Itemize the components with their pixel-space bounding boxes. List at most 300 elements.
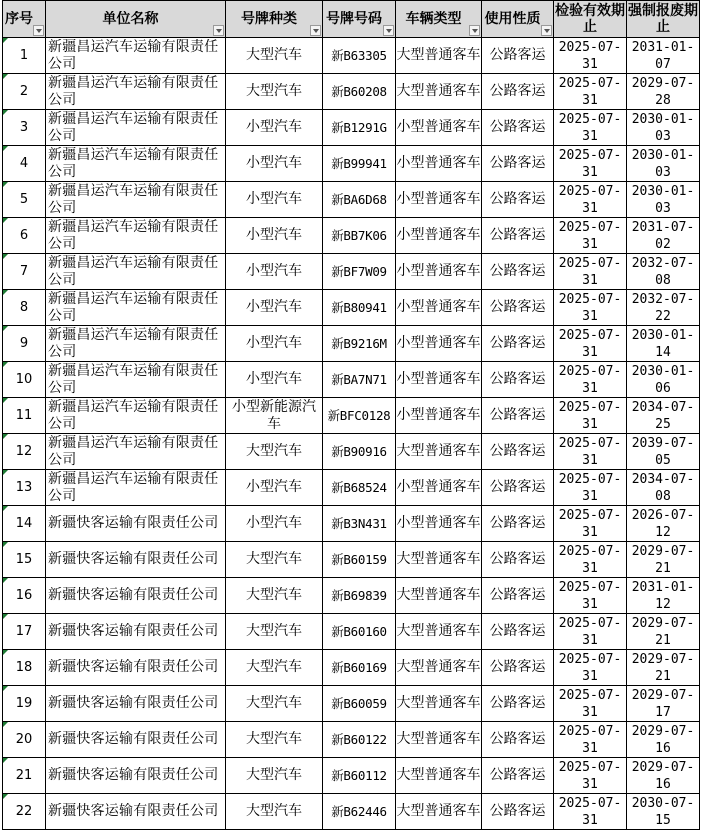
plate-type-cell[interactable] [226,254,323,290]
seq-cell[interactable] [3,290,46,326]
inspection-expiry-cell[interactable] [554,614,627,650]
plate-number-cell[interactable] [323,146,396,182]
seq-cell[interactable] [3,362,46,398]
unit-name-cell[interactable] [46,722,226,758]
vehicle-type-cell[interactable] [396,182,482,218]
plate-type-cell[interactable] [226,182,323,218]
seq-cell[interactable] [3,38,46,74]
cell-text: 新疆快客运输有限责任公司 [48,695,219,711]
seq-cell[interactable] [3,506,46,542]
cell-text: 公路客运 [489,623,546,639]
cell-text: 9 [19,336,29,351]
cell-text: 公路客运 [489,551,546,567]
cell-text: 小型汽车 [246,119,302,135]
seq-cell[interactable] [3,650,46,686]
filter-dropdown-icon[interactable] [33,25,44,36]
plate-number-cell[interactable] [323,614,396,650]
cell-text: 小型汽车 [246,335,302,351]
cell-text: 大型汽车 [246,731,302,747]
cell-text: 新疆昌运汽车运输有限责任公司 [48,398,219,432]
cell-text: 小型汽车 [246,371,302,387]
plate-type-cell[interactable] [226,470,323,506]
plate-number-cell[interactable] [323,578,396,614]
scrap-expiry-cell[interactable] [627,254,700,290]
plate-number-cell[interactable] [323,218,396,254]
scrap-expiry-cell[interactable] [627,182,700,218]
table-row [3,182,700,218]
usage-cell[interactable] [482,578,554,614]
cell-text: 新B90916 [331,444,387,459]
scrap-expiry-cell[interactable] [627,650,700,686]
seq-cell[interactable] [3,758,46,794]
cell-text: 新B68524 [331,480,387,495]
inspection-expiry-cell[interactable] [554,398,627,434]
cell-text: 小型汽车 [246,191,302,207]
plate-number-cell[interactable] [323,398,396,434]
seq-cell[interactable] [3,326,46,362]
table-row [3,722,700,758]
plate-number-cell[interactable] [323,326,396,362]
vehicle-type-cell[interactable] [396,614,482,650]
usage-cell[interactable] [482,38,554,74]
cell-text: 新B99941 [331,156,387,171]
vehicle-type-cell[interactable] [396,110,482,146]
unit-name-cell[interactable] [46,434,226,470]
cell-marker-icon [3,650,8,655]
scrap-expiry-cell[interactable] [627,578,700,614]
cell-text: 2030-07-15 [631,795,695,828]
cell-text: 公路客运 [489,83,546,99]
header-scrap-expiry[interactable] [627,1,700,38]
scrap-expiry-cell[interactable] [627,614,700,650]
cell-text: 1 [19,48,29,63]
vehicle-type-cell[interactable] [396,506,482,542]
plate-type-cell[interactable] [226,218,323,254]
inspection-expiry-cell[interactable] [554,146,627,182]
cell-text: 12 [15,444,33,459]
header-usage[interactable] [482,1,554,38]
plate-type-cell[interactable] [226,38,323,74]
cell-text: 2025-07-31 [558,219,622,252]
inspection-expiry-cell[interactable] [554,218,627,254]
cell-text: 公路客运 [489,695,546,711]
cell-text: 公路客运 [489,227,546,243]
table-row [3,434,700,470]
cell-text: 2031-01-12 [631,579,695,612]
cell-text: 新B9216M [331,336,387,351]
cell-text: 公路客运 [489,731,546,747]
inspection-expiry-cell[interactable] [554,470,627,506]
scrap-expiry-cell[interactable] [627,758,700,794]
cell-text: 大型普通客车 [396,731,481,747]
vehicle-type-cell[interactable] [396,758,482,794]
unit-name-cell[interactable] [46,506,226,542]
cell-text: 13 [15,480,33,495]
plate-type-cell[interactable] [226,722,323,758]
cell-text: 2025-07-31 [558,723,622,756]
cell-text: 公路客运 [489,659,546,675]
plate-type-cell[interactable] [226,542,323,578]
cell-text: 新疆昌运汽车运输有限责任公司 [48,326,219,360]
scrap-expiry-cell[interactable] [627,74,700,110]
scrap-expiry-cell[interactable] [627,146,700,182]
cell-text: 新B80941 [331,300,387,315]
vehicle-type-cell[interactable] [396,38,482,74]
cell-text: 2026-07-12 [631,507,695,540]
cell-text: 新疆快客运输有限责任公司 [48,659,219,675]
vehicle-type-cell[interactable] [396,218,482,254]
cell-text: 大型普通客车 [396,767,481,783]
seq-cell[interactable] [3,398,46,434]
seq-cell[interactable] [3,182,46,218]
inspection-expiry-cell[interactable] [554,722,627,758]
vehicle-type-cell[interactable] [396,290,482,326]
cell-text: 大型汽车 [246,767,302,783]
unit-name-cell[interactable] [46,254,226,290]
plate-type-cell[interactable] [226,146,323,182]
usage-cell[interactable] [482,290,554,326]
plate-type-cell[interactable] [226,794,323,830]
usage-cell[interactable] [482,254,554,290]
plate-type-cell[interactable] [226,506,323,542]
cell-text: 大型普通客车 [396,551,481,567]
plate-type-cell[interactable] [226,398,323,434]
inspection-expiry-cell[interactable] [554,290,627,326]
vehicle-type-cell[interactable] [396,650,482,686]
cell-text: 新疆昌运汽车运输有限责任公司 [48,110,219,144]
header-plate-number[interactable] [323,1,396,38]
usage-cell[interactable] [482,470,554,506]
scrap-expiry-cell[interactable] [627,506,700,542]
cell-text: 小型普通客车 [396,335,481,351]
cell-text: 公路客运 [489,479,546,495]
seq-cell[interactable] [3,794,46,830]
seq-cell[interactable] [3,74,46,110]
scrap-expiry-cell[interactable] [627,326,700,362]
usage-cell[interactable] [482,74,554,110]
plate-number-cell[interactable] [323,290,396,326]
cell-text: 大型汽车 [246,803,302,819]
unit-name-cell[interactable] [46,146,226,182]
header-inspection-expiry[interactable] [554,1,627,38]
plate-number-cell[interactable] [323,74,396,110]
seq-cell[interactable] [3,110,46,146]
cell-text: 2025-07-31 [558,615,622,648]
cell-text: 新B62446 [331,804,387,819]
unit-name-cell[interactable] [46,362,226,398]
usage-cell[interactable] [482,650,554,686]
cell-text: 15 [15,552,33,567]
plate-number-cell[interactable] [323,254,396,290]
cell-text: 公路客运 [489,263,546,279]
scrap-expiry-cell[interactable] [627,434,700,470]
table-row [3,398,700,434]
cell-text: 2029-07-16 [631,759,695,792]
cell-text: 新疆昌运汽车运输有限责任公司 [48,254,219,288]
unit-name-cell[interactable] [46,758,226,794]
inspection-expiry-cell[interactable] [554,650,627,686]
unit-name-cell[interactable] [46,470,226,506]
cell-text: 新B60159 [331,552,387,567]
scrap-expiry-cell[interactable] [627,38,700,74]
scrap-expiry-cell[interactable] [627,794,700,830]
seq-cell[interactable] [3,470,46,506]
usage-cell[interactable] [482,182,554,218]
cell-marker-icon [3,722,8,727]
cell-text: 新疆昌运汽车运输有限责任公司 [48,362,219,396]
cell-text: 新B60059 [331,696,387,711]
cell-text: 2034-07-25 [631,399,695,432]
filter-dropdown-icon[interactable] [469,25,480,36]
plate-type-cell[interactable] [226,362,323,398]
inspection-expiry-cell[interactable] [554,362,627,398]
cell-text: 小型汽车 [246,227,302,243]
plate-number-cell[interactable] [323,722,396,758]
cell-text: 新B69839 [331,588,387,603]
plate-number-cell[interactable] [323,650,396,686]
vehicle-type-cell[interactable] [396,722,482,758]
seq-cell[interactable] [3,542,46,578]
vehicle-type-cell[interactable] [396,794,482,830]
inspection-expiry-cell[interactable] [554,326,627,362]
unit-name-cell[interactable] [46,290,226,326]
cell-marker-icon [3,614,8,619]
plate-number-cell[interactable] [323,542,396,578]
cell-text: 2025-07-31 [558,39,622,72]
vehicle-type-cell[interactable] [396,362,482,398]
plate-type-cell[interactable] [226,650,323,686]
plate-type-cell[interactable] [226,326,323,362]
cell-text: 大型普通客车 [396,623,481,639]
cell-text: 11 [15,408,33,423]
cell-text: 4 [19,156,29,171]
inspection-expiry-cell[interactable] [554,254,627,290]
vehicle-type-cell[interactable] [396,326,482,362]
seq-cell[interactable] [3,722,46,758]
cell-text: 新B60160 [331,624,387,639]
header-label: 车辆类型 [405,11,462,27]
cell-text: 小型普通客车 [396,515,481,531]
plate-number-cell[interactable] [323,506,396,542]
usage-cell[interactable] [482,794,554,830]
cell-text: 2029-07-21 [631,651,695,684]
cell-text: 22 [15,804,33,819]
cell-text: 大型普通客车 [396,587,481,603]
usage-cell[interactable] [482,398,554,434]
cell-text: 公路客运 [489,335,546,351]
unit-name-cell[interactable] [46,182,226,218]
vehicle-type-cell[interactable] [396,686,482,722]
usage-cell[interactable] [482,614,554,650]
cell-text: 小型普通客车 [396,407,481,423]
usage-cell[interactable] [482,218,554,254]
filter-dropdown-icon[interactable] [310,25,321,36]
cell-text: 小型普通客车 [396,155,481,171]
cell-text: 公路客运 [489,371,546,387]
cell-text: 大型普通客车 [396,83,481,99]
plate-type-cell[interactable] [226,74,323,110]
inspection-expiry-cell[interactable] [554,542,627,578]
table-row [3,290,700,326]
usage-cell[interactable] [482,146,554,182]
inspection-expiry-cell[interactable] [554,182,627,218]
cell-text: 8 [19,300,29,315]
unit-name-cell[interactable] [46,218,226,254]
usage-cell[interactable] [482,758,554,794]
cell-text: 新B60169 [331,660,387,675]
inspection-expiry-cell[interactable] [554,794,627,830]
scrap-expiry-cell[interactable] [627,722,700,758]
unit-name-cell[interactable] [46,38,226,74]
scrap-expiry-cell[interactable] [627,398,700,434]
plate-number-cell[interactable] [323,434,396,470]
cell-text: 新B3N431 [331,516,387,531]
plate-number-cell[interactable] [323,38,396,74]
scrap-expiry-cell[interactable] [627,110,700,146]
unit-name-cell[interactable] [46,686,226,722]
cell-text: 新疆昌运汽车运输有限责任公司 [48,38,219,72]
cell-text: 2025-07-31 [558,543,622,576]
cell-text: 大型汽车 [246,623,302,639]
vehicle-type-cell[interactable] [396,434,482,470]
unit-name-cell[interactable] [46,650,226,686]
seq-cell[interactable] [3,614,46,650]
header-label: 检验有效期止 [555,3,625,35]
cell-marker-icon [3,326,8,331]
unit-name-cell[interactable] [46,614,226,650]
inspection-expiry-cell[interactable] [554,686,627,722]
seq-cell[interactable] [3,686,46,722]
unit-name-cell[interactable] [46,326,226,362]
plate-number-cell[interactable] [323,110,396,146]
inspection-expiry-cell[interactable] [554,74,627,110]
plate-type-cell[interactable] [226,578,323,614]
inspection-expiry-cell[interactable] [554,758,627,794]
unit-name-cell[interactable] [46,578,226,614]
cell-text: 10 [15,372,33,387]
usage-cell[interactable] [482,326,554,362]
cell-text: 14 [15,516,33,531]
filter-dropdown-icon[interactable] [383,25,394,36]
seq-cell[interactable] [3,254,46,290]
header-unit-name[interactable] [46,1,226,38]
usage-cell[interactable] [482,686,554,722]
cell-text: 大型普通客车 [396,695,481,711]
filter-dropdown-icon[interactable] [213,25,224,36]
usage-cell[interactable] [482,434,554,470]
cell-text: 2029-07-17 [631,687,695,720]
plate-type-cell[interactable] [226,758,323,794]
plate-type-cell[interactable] [226,110,323,146]
cell-text: 2029-07-21 [631,543,695,576]
scrap-expiry-cell[interactable] [627,686,700,722]
cell-text: 新BB7K06 [331,228,387,243]
cell-text: 新疆昌运汽车运输有限责任公司 [48,470,219,504]
cell-text: 2029-07-21 [631,615,695,648]
inspection-expiry-cell[interactable] [554,506,627,542]
usage-cell[interactable] [482,506,554,542]
inspection-expiry-cell[interactable] [554,110,627,146]
vehicle-type-cell[interactable] [396,146,482,182]
vehicle-type-cell[interactable] [396,254,482,290]
cell-text: 新BF7W09 [331,264,387,279]
unit-name-cell[interactable] [46,794,226,830]
vehicle-type-cell[interactable] [396,398,482,434]
plate-number-cell[interactable] [323,686,396,722]
header-vehicle-type[interactable] [396,1,482,38]
usage-cell[interactable] [482,362,554,398]
plate-type-cell[interactable] [226,686,323,722]
usage-cell[interactable] [482,110,554,146]
scrap-expiry-cell[interactable] [627,542,700,578]
cell-text: 2025-07-31 [558,651,622,684]
cell-text: 2029-07-28 [631,75,695,108]
plate-type-cell[interactable] [226,290,323,326]
plate-number-cell[interactable] [323,362,396,398]
cell-text: 7 [19,264,29,279]
filter-dropdown-icon[interactable] [541,25,552,36]
plate-number-cell[interactable] [323,794,396,830]
cell-text: 新疆快客运输有限责任公司 [48,623,219,639]
scrap-expiry-cell[interactable] [627,290,700,326]
cell-marker-icon [3,74,8,79]
header-plate-type[interactable] [226,1,323,38]
table-row [3,254,700,290]
cell-text: 20 [15,732,33,747]
cell-marker-icon [3,110,8,115]
inspection-expiry-cell[interactable] [554,434,627,470]
plate-number-cell[interactable] [323,182,396,218]
cell-text: 2025-07-31 [558,147,622,180]
inspection-expiry-cell[interactable] [554,578,627,614]
table-row [3,686,700,722]
seq-cell[interactable] [3,434,46,470]
vehicle-type-cell[interactable] [396,542,482,578]
unit-name-cell[interactable] [46,542,226,578]
cell-text: 2025-07-31 [558,435,622,468]
scrap-expiry-cell[interactable] [627,218,700,254]
inspection-expiry-cell[interactable] [554,38,627,74]
cell-text: 新疆快客运输有限责任公司 [48,551,219,567]
scrap-expiry-cell[interactable] [627,470,700,506]
cell-text: 2025-07-31 [558,507,622,540]
unit-name-cell[interactable] [46,74,226,110]
scrap-expiry-cell[interactable] [627,362,700,398]
cell-text: 2025-07-31 [558,363,622,396]
header-label: 强制报废期止 [628,3,698,35]
plate-number-cell[interactable] [323,758,396,794]
vehicle-type-cell[interactable] [396,470,482,506]
usage-cell[interactable] [482,542,554,578]
plate-type-cell[interactable] [226,434,323,470]
seq-cell[interactable] [3,218,46,254]
plate-number-cell[interactable] [323,470,396,506]
cell-text: 18 [15,660,33,675]
unit-name-cell[interactable] [46,110,226,146]
usage-cell[interactable] [482,722,554,758]
seq-cell[interactable] [3,578,46,614]
vehicle-type-cell[interactable] [396,578,482,614]
cell-text: 公路客运 [489,191,546,207]
cell-text: 大型普通客车 [396,47,481,63]
cell-text: 大型汽车 [246,659,302,675]
header-seq[interactable] [3,1,46,38]
seq-cell[interactable] [3,146,46,182]
unit-name-cell[interactable] [46,398,226,434]
plate-type-cell[interactable] [226,614,323,650]
cell-text: 2025-07-31 [558,111,622,144]
vehicle-type-cell[interactable] [396,74,482,110]
